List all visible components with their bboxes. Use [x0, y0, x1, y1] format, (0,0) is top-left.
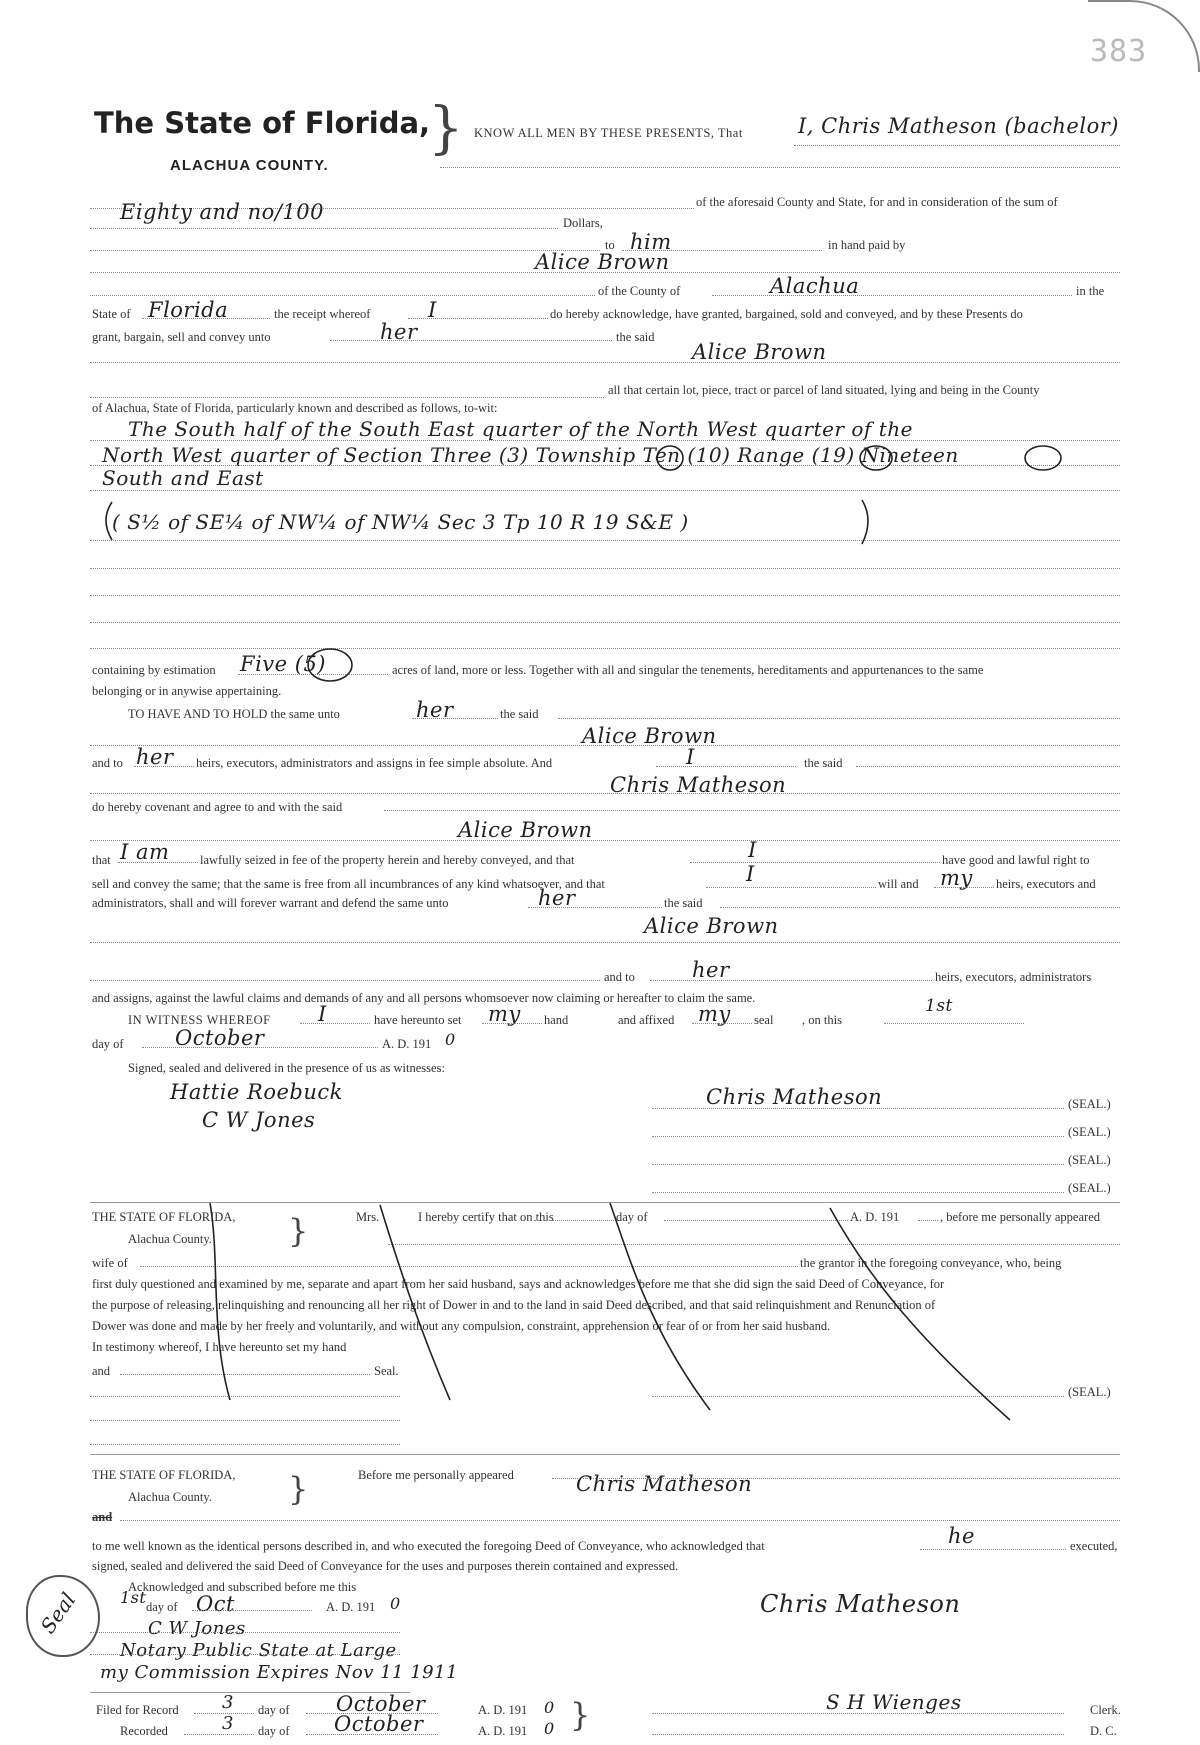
dower-grantor-in: the grantor in the foregoing conveyance, who, being: [800, 1256, 1062, 1270]
dower-testimony: In testimony whereof, I have hereunto set my hand: [92, 1340, 347, 1354]
in-hand-label: in hand paid by: [828, 238, 906, 252]
ack-text-2: signed, sealed and delivered the said Deed of Conveyance for the uses and purposes therein contained and expressed.: [92, 1559, 679, 1573]
dower-seal-label: (SEAL.): [1068, 1385, 1111, 1399]
ack-executed: executed,: [1070, 1539, 1118, 1553]
that-label: that: [92, 853, 111, 867]
seal-label-1: (SEAL.): [1068, 1097, 1111, 1111]
cancel-stroke: [210, 1203, 230, 1400]
recorded-ad: A. D. 191: [478, 1724, 528, 1738]
receipt-handwriting: I: [428, 298, 437, 322]
description-line-3: South and East: [102, 466, 264, 490]
to-label: to: [605, 238, 615, 252]
lawfully-text: lawfully seized in fee of the property herein and hereby conveyed, and that: [200, 853, 575, 867]
recorded-day-of: day of: [258, 1724, 290, 1738]
covenant-text: do hereby covenant and agree to and with the said: [92, 800, 343, 814]
filed-day-of: day of: [258, 1703, 290, 1717]
dower-mrs: Mrs.: [356, 1210, 380, 1224]
recorded-label: Recorded: [120, 1724, 168, 1738]
filed-label: Filed for Record: [96, 1703, 179, 1717]
description-line-1: The South half of the South East quarter of the North West quarter of the: [128, 417, 913, 441]
ack-ad: A. D. 191: [326, 1600, 376, 1614]
and-to-handwriting: her: [136, 745, 174, 769]
header-brace: }: [428, 96, 464, 161]
the-said-label: the said: [500, 707, 539, 721]
grantor-signature: Chris Matheson: [706, 1085, 883, 1109]
county-of-label: of the County of: [598, 284, 681, 298]
seal-label: seal: [754, 1013, 774, 1027]
habendum-grantee-handwriting: Alice Brown: [582, 724, 717, 748]
cancel-stroke: [610, 1203, 710, 1410]
filed-month-handwriting: October: [336, 1692, 426, 1716]
acres-handwriting: Five (5): [240, 652, 327, 676]
grantee-handwriting: Alice Brown: [692, 340, 827, 364]
ack-county: Alachua County.: [128, 1490, 212, 1504]
witness2-handwriting: C W Jones: [202, 1108, 316, 1132]
on-this-label: , on this: [802, 1013, 842, 1027]
cancel-stroke: [830, 1208, 1010, 1420]
affixed-handwriting: my: [698, 1002, 731, 1026]
in-the-label: in the: [1076, 284, 1105, 298]
recorded-year-handwriting: 0: [544, 1719, 555, 1738]
to-handwriting: him: [630, 230, 672, 254]
grant-bargain-text: grant, bargain, sell and convey unto: [92, 330, 271, 344]
sell-handwriting: I: [746, 862, 755, 886]
ack-year-handwriting: 0: [390, 1594, 401, 1613]
ack-month-handwriting: Oct: [196, 1592, 235, 1616]
payer-handwriting: Alice Brown: [535, 250, 670, 274]
hand-label: hand: [544, 1013, 569, 1027]
recorded-month-handwriting: October: [334, 1712, 424, 1736]
covenant-handwriting: Alice Brown: [458, 818, 593, 842]
the-said-label-3: the said: [664, 896, 703, 910]
ack-subscribed: Acknowledged and subscribed before me this: [128, 1580, 357, 1594]
state-of-label: State of: [92, 307, 131, 321]
county-heading: ALACHUA COUNTY.: [170, 157, 329, 174]
administrators-text: administrators, shall and will forever warrant and defend the same unto: [92, 896, 449, 910]
ack-signature: Chris Matheson: [760, 1590, 961, 1618]
county-handwriting: Alachua: [770, 274, 860, 298]
document-title: The State of Florida,: [94, 106, 431, 140]
to-have-text: TO HAVE AND TO HOLD the same unto: [128, 707, 340, 721]
containing-label: containing by estimation: [92, 663, 216, 677]
all-that-text: all that certain lot, piece, tract or parcel of land situated, lying and being in the County: [608, 383, 1040, 397]
dollars-label: Dollars,: [563, 216, 603, 230]
and-affixed-label: and affixed: [618, 1013, 675, 1027]
ack-brace: }: [288, 1470, 309, 1508]
of-county-text: of the aforesaid County and State, for and in consideration of the sum of: [696, 195, 1058, 209]
witness1-handwriting: Hattie Roebuck: [170, 1080, 343, 1104]
and-to-label-2: and to: [604, 970, 635, 984]
assigns-text: and assigns, against the lawful claims and demands of any and all persons whomsoever now claiming or hereafter to claim the same.: [92, 991, 756, 1005]
do-hereby-text: do hereby acknowledge, have granted, bargained, sold and conveyed, and by these Presents do: [550, 307, 1023, 321]
in-witness-handwriting: I: [318, 1002, 327, 1026]
acres-circle: [308, 649, 352, 681]
filed-day-handwriting: 3: [222, 1692, 234, 1713]
notary-title-handwriting: Notary Public State at Large: [120, 1640, 397, 1661]
witness-day-handwriting: 1st: [925, 996, 953, 1016]
receipt-label: the receipt whereof: [274, 307, 371, 321]
dower-wife-of: wife of: [92, 1256, 128, 1270]
habendum-unto-handwriting: her: [416, 698, 454, 722]
have-set-label: have hereunto set: [374, 1013, 462, 1027]
dower-ad: A. D. 191: [850, 1210, 900, 1224]
state-handwriting: Florida: [148, 298, 229, 322]
will-handwriting: my: [940, 866, 973, 890]
heirs-exec-text: heirs, executors and: [996, 877, 1096, 891]
grantor-handwriting: I, Chris Matheson (bachelor): [798, 114, 1119, 138]
clerk-signature: S H Wienges: [826, 1690, 962, 1714]
ack-appeared-handwriting: Chris Matheson: [576, 1472, 753, 1496]
cancel-stroke: [380, 1205, 450, 1400]
dower-brace: }: [288, 1212, 309, 1250]
filing-brace: }: [570, 1696, 591, 1734]
description-bracket: [106, 502, 112, 540]
and-to-label: and to: [92, 756, 123, 770]
acres-text: acres of land, more or less. Together with all and singular the tenements, hereditaments and appurtenances to the same: [392, 663, 984, 677]
defend-handwriting: her: [538, 886, 576, 910]
filed-ad: A. D. 191: [478, 1703, 528, 1717]
dc-label: D. C.: [1090, 1724, 1117, 1738]
clerk-label: Clerk.: [1090, 1703, 1121, 1717]
have-good-text: have good and lawful right to: [942, 853, 1090, 867]
witness-month-handwriting: October: [175, 1026, 265, 1050]
section-circle: [657, 446, 683, 470]
the-said-label-2: the said: [804, 756, 843, 770]
and-handwriting: I: [686, 745, 695, 769]
signed-sealed-text: Signed, sealed and delivered in the presence of us as witnesses:: [128, 1061, 445, 1075]
description-bracket-right: [862, 500, 868, 544]
ad-label: A. D. 191: [382, 1037, 432, 1051]
dower-county: Alachua County.: [128, 1232, 212, 1246]
set-handwriting: my: [488, 1002, 521, 1026]
dower-text-1: first duly questioned and examined by me, separate and apart from her said husband, says and acknowledges before me that she did sign the said Deed of Conveyance, for: [92, 1277, 945, 1291]
ack-state: THE STATE OF FLORIDA,: [92, 1468, 236, 1482]
day-of-label: day of: [92, 1037, 124, 1051]
seal-label-4: (SEAL.): [1068, 1181, 1111, 1195]
description-line-4: ( S½ of SE¼ of NW¼ of NW¼ Sec 3 Tp 10 R 19 S&E ): [112, 510, 689, 534]
filed-year-handwriting: 0: [544, 1698, 555, 1717]
dower-text-3: Dower was done and made by her freely and voluntarily, and without any compulsion, constraint, apprehension or fear of or from her said husband.: [92, 1319, 831, 1333]
ack-day-handwriting: 1st: [120, 1588, 147, 1607]
and-to2-handwriting: her: [692, 958, 730, 982]
notary-name-handwriting: C W Jones: [148, 1618, 246, 1639]
in-witness-label: IN WITNESS WHEREOF: [128, 1013, 271, 1027]
lawfully-handwriting: I: [748, 838, 757, 862]
ack-text1-handwriting: he: [948, 1524, 975, 1548]
dower-text-2: the purpose of releasing, relinquishing and renouncing all her right of Dower in and to the land in said Deed described, and that said relinquishment and Renunciation of: [92, 1298, 936, 1312]
dower-before-me: , before me personally appeared: [940, 1210, 1100, 1224]
habendum-grantor-handwriting: Chris Matheson: [610, 773, 787, 797]
dower-state: THE STATE OF FLORIDA,: [92, 1210, 236, 1224]
defend-grantee-handwriting: Alice Brown: [644, 914, 779, 938]
heirs2-text: heirs, executors, administrators: [935, 970, 1092, 984]
dower-day-of: day of: [616, 1210, 648, 1224]
sum-handwriting: Eighty and no/100: [120, 200, 324, 224]
unto-handwriting: her: [380, 320, 418, 344]
the-said-label: the said: [616, 330, 655, 344]
ack-before-me: Before me personally appeared: [358, 1468, 514, 1482]
dower-seal: Seal.: [374, 1364, 399, 1378]
description-line-2: North West quarter of Section Three (3) Township Ten (10) Range (19) Nineteen: [102, 443, 959, 467]
range-circle: [1025, 446, 1061, 470]
seal-label-2: (SEAL.): [1068, 1125, 1111, 1139]
ack-day-of: day of: [146, 1600, 178, 1614]
know-all-text: KNOW ALL MEN BY THESE PRESENTS, That: [474, 126, 743, 140]
sell-convey-text: sell and convey the same; that the same is free from all incumbrances of any kind whatsoever, and that: [92, 877, 605, 891]
seal-label-3: (SEAL.): [1068, 1153, 1111, 1167]
page-number: 383: [1090, 34, 1148, 69]
of-alachua-text: of Alachua, State of Florida, particularly known and described as follows, to-wit:: [92, 401, 498, 415]
belonging-text: belonging or in anywise appertaining.: [92, 684, 282, 698]
recorded-day-handwriting: 3: [222, 1713, 234, 1734]
ack-text-1: to me well known as the identical persons described in, and who executed the foregoing Deed of Conveyance, who acknowledged that: [92, 1539, 765, 1553]
witness-year-handwriting: 0: [445, 1030, 456, 1049]
commission-handwriting: my Commission Expires Nov 11 1911: [100, 1662, 459, 1683]
that-handwriting: I am: [120, 840, 170, 864]
will-and-label: will and: [878, 877, 919, 891]
ack-struck-and: and: [92, 1510, 113, 1524]
heirs-text: heirs, executors, administrators and assigns in fee simple absolute. And: [196, 756, 553, 770]
dower-certify: I hereby certify that on this: [418, 1210, 554, 1224]
dower-and: and: [92, 1364, 111, 1378]
notary-seal-text: Seal: [35, 1588, 81, 1638]
township-circle: [860, 446, 892, 470]
